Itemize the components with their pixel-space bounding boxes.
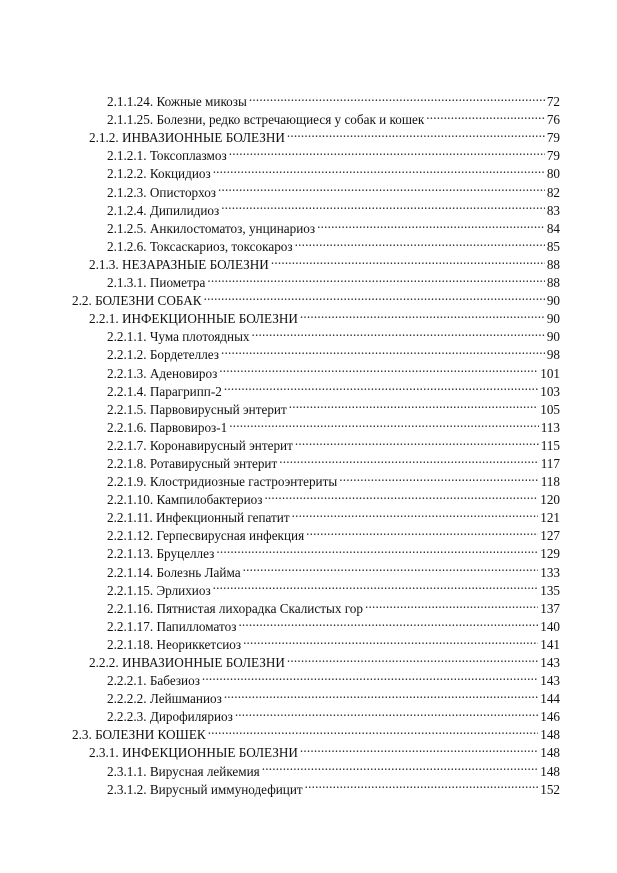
dot-leader (224, 378, 538, 396)
toc-entry-page-number: 144 (540, 691, 560, 707)
dot-leader (300, 739, 538, 757)
toc-entry-page-number: 79 (546, 148, 560, 164)
toc-entry-page-number: 83 (546, 202, 560, 218)
dot-leader (229, 414, 538, 432)
toc-entry-page-number: 85 (546, 238, 560, 254)
toc-entry-page-number: 133 (540, 564, 560, 580)
toc-entry-page-number: 88 (546, 275, 560, 291)
dot-leader (289, 396, 538, 414)
toc-entry-label: 2.2.1.16. Пятнистая лихорадка Скалистых гор (107, 600, 363, 616)
dot-leader (300, 305, 545, 323)
toc-entry-page-number: 113 (540, 419, 560, 435)
dot-leader (238, 613, 538, 631)
toc-entry-label: 2.2.2.1. Бабезиоз (107, 673, 200, 689)
toc-entry-page-number: 84 (546, 220, 560, 236)
dot-leader (221, 341, 545, 359)
toc-entry-page-number: 80 (546, 166, 560, 182)
dot-leader (305, 776, 539, 794)
toc-entry-label: 2.2.1. ИНФЕКЦИОННЫЕ БОЛЕЗНИ (89, 311, 298, 327)
toc-entry-page-number: 118 (540, 474, 560, 490)
dot-leader (292, 504, 539, 522)
dot-leader (287, 124, 545, 142)
toc-entry-label: 2.2.2.2. Лейшманиоз (107, 691, 222, 707)
toc-entry-label: 2.1.1.24. Кожные микозы (107, 94, 247, 110)
toc-entry-label: 2.1.3. НЕЗАРАЗНЫЕ БОЛЕЗНИ (89, 256, 269, 272)
dot-leader (295, 233, 545, 251)
toc-entry-label: 2.2.2. ИНВАЗИОННЫЕ БОЛЕЗНИ (89, 655, 285, 670)
toc-entry-label: 2.2.1.5. Парвовирусный энтерит (107, 401, 287, 417)
toc-entry-label: 2.2.1.4. Парагрипп-2 (107, 383, 222, 399)
toc-entry-label: 2.2.1.8. Ротавирусный энтерит (107, 455, 278, 471)
toc-entry-page-number: 137 (540, 600, 560, 616)
dot-leader (202, 667, 538, 685)
toc-entry-label: 2.2.1.13. Бруцеллез (107, 546, 215, 562)
toc-entry-label: 2.2.1.14. Болезнь Лайма (107, 564, 241, 580)
toc-entry-page-number: 121 (540, 510, 560, 526)
toc-entry-page-number: 90 (546, 311, 560, 327)
toc-entry-page-number: 72 (546, 94, 560, 110)
dot-leader (224, 685, 538, 703)
toc-entry-page-number: 120 (540, 492, 560, 508)
toc-entry-page-number: 127 (540, 528, 560, 544)
dot-leader (279, 450, 538, 468)
toc-entry-page-number: 101 (540, 365, 560, 381)
toc-entry-label: 2.2.2.3. Дирофиляриоз (107, 709, 233, 725)
toc-entry-label: 2.3.1.1. Вирусная лейкемия (107, 763, 260, 779)
toc-entry-label: 2.2.1.6. Парвовироз-1 (107, 419, 228, 435)
toc-entry-page-number: 90 (546, 329, 560, 345)
table-of-contents (72, 88, 560, 797)
toc-entry-page-number: 98 (546, 347, 560, 363)
toc-entry-page-number: 143 (540, 673, 560, 689)
toc-entry-label: 2.2.1.12. Герпесвирусная инфекция (107, 528, 305, 544)
toc-entry-label: 2.2. БОЛЕЗНИ СОБАК (72, 293, 202, 309)
toc-entry-page-number: 148 (540, 763, 560, 779)
toc-entry-page-number: 90 (546, 293, 560, 309)
dot-leader (213, 160, 545, 178)
dot-leader (287, 649, 538, 667)
dot-leader (235, 703, 538, 721)
toc-entry-label: 2.1.2.2. Кокцидиоз (107, 166, 211, 182)
dot-leader (243, 558, 539, 576)
toc-entry-page-number: 76 (546, 112, 560, 128)
dot-leader (249, 88, 545, 106)
dot-leader (216, 540, 538, 558)
toc-entry-page-number: 146 (540, 709, 560, 725)
dot-leader (204, 287, 545, 305)
dot-leader (219, 359, 538, 377)
toc-entry-label: 2.1.2.5. Анкилостоматоз, унцинариоз (107, 220, 316, 236)
toc-entry-page-number: 143 (540, 655, 560, 670)
dot-leader (252, 323, 545, 341)
toc-entry-page-number: 129 (540, 546, 560, 562)
toc-entry-page-number: 148 (540, 727, 560, 743)
dot-leader (262, 757, 538, 775)
toc-entry-page-number: 79 (546, 130, 560, 146)
toc-entry-label: 2.1.2.3. Описторхоз (107, 184, 217, 200)
dot-leader (207, 269, 544, 287)
toc-entry-label: 2.2.1.18. Неориккетсиоз (107, 636, 242, 652)
toc-entry-label: 2.2.1.10. Кампилобактериоз (107, 492, 263, 508)
toc-entry-label: 2.1.2.6. Токсаскариоз, токсокароз (107, 238, 293, 254)
toc-entry-label: 2.2.1.15. Эрлихиоз (107, 582, 211, 598)
toc-entry-page-number: 115 (540, 437, 560, 453)
toc-entry-label: 2.3.1.2. Вирусный иммунодефицит (107, 781, 303, 797)
dot-leader (339, 468, 538, 486)
dot-leader (213, 577, 539, 595)
toc-entry-label: 2.2.1.11. Инфекционный гепатит (107, 510, 290, 526)
toc-entry-label: 2.3.1. ИНФЕКЦИОННЫЕ БОЛЕЗНИ (89, 745, 298, 761)
toc-entry-page-number: 141 (540, 636, 560, 652)
toc-entry-page-number: 117 (540, 455, 560, 471)
dot-leader (264, 486, 538, 504)
dot-leader (271, 251, 545, 269)
toc-entry-label: 2.2.1.2. Бордетеллез (107, 347, 220, 363)
dot-leader (243, 631, 538, 649)
toc-entry-label: 2.3. БОЛЕЗНИ КОШЕК (72, 727, 206, 743)
toc-entry[interactable] (72, 88, 560, 110)
toc-entry-page-number: 88 (546, 256, 560, 272)
toc-entry-page-number: 82 (546, 184, 560, 200)
toc-entry-label: 2.1.2. ИНВАЗИОННЫЕ БОЛЕЗНИ (89, 130, 285, 146)
toc-entry-page-number: 152 (540, 781, 560, 797)
toc-entry-label: 2.1.2.4. Дипилидиоз (107, 202, 220, 218)
toc-entry-page-number: 148 (540, 745, 560, 761)
dot-leader (365, 595, 538, 613)
dot-leader (317, 215, 545, 233)
toc-entry-page-number: 140 (540, 618, 560, 634)
toc-entry-label: 2.2.1.9. Клостридиозные гастроэнтериты (107, 474, 338, 490)
dot-leader (218, 178, 545, 196)
dot-leader (295, 432, 539, 450)
toc-entry-label: 2.1.3.1. Пиометра (107, 275, 206, 291)
toc-entry-label: 2.1.1.25. Болезни, редко встречающиеся у собак и кошек (107, 112, 425, 128)
toc-entry-label: 2.2.1.1. Чума плотоядных (107, 329, 250, 345)
dot-leader (306, 522, 538, 540)
dot-leader (208, 721, 539, 739)
dot-leader (229, 142, 545, 160)
toc-entry-label: 2.2.1.17. Папилломатоз (107, 618, 237, 634)
toc-entry-label: 2.1.2.1. Токсоплазмоз (107, 148, 227, 164)
dot-leader (426, 106, 545, 124)
toc-entry-page-number: 105 (540, 401, 560, 417)
toc-entry-page-number: 135 (540, 582, 560, 598)
toc-entry-label: 2.2.1.7. Коронавирусный энтерит (107, 437, 293, 453)
dot-leader (221, 197, 545, 215)
toc-entry-label: 2.2.1.3. Аденовироз (107, 365, 218, 381)
toc-entry-page-number: 103 (540, 383, 560, 399)
